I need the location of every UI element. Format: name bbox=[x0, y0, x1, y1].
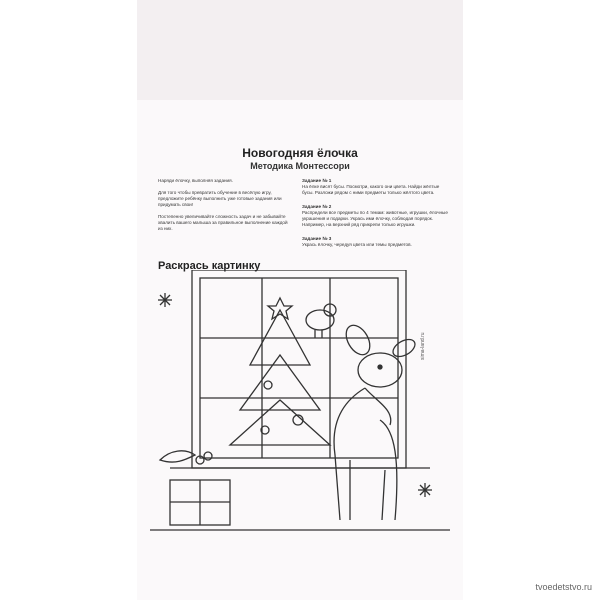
task-text: Укрась ёлочку, чередуя цвета или темы предметов. bbox=[302, 242, 412, 247]
task-text: На ёлке висят бусы. Посмотри, какого они цвета. Найди жёлтые бусы. Разложи рядом с ними предметы только жёлтого цвета. bbox=[302, 184, 440, 195]
intro-text bbox=[158, 178, 288, 238]
intro-paragraph: Постепенно увеличивайте сложность задач и не забывайте хвалить вашего малыша за правильное выполнение каждой из них. bbox=[158, 214, 288, 231]
christmas-tree bbox=[230, 298, 330, 445]
coloring-title: Раскрась картинку bbox=[158, 260, 261, 272]
watermark: tvoedetstvo.ru bbox=[535, 582, 592, 592]
coloring-illustration bbox=[150, 270, 450, 560]
sheet-subtitle: Методика Монтессори bbox=[250, 161, 350, 171]
intro-paragraph: Наряди ёлочку, выполняя задания. bbox=[158, 178, 233, 183]
task-text: Распредели все предметы по 4 темам: животные, игрушки, ёлочные украшения и подарки. Укрась ими ёлочку, соблюдая порядок. Например, на верхний ряд прикрепи только игрушки. bbox=[302, 210, 448, 227]
gift-box bbox=[170, 480, 230, 525]
deer bbox=[334, 321, 418, 520]
sheet-title: Новогодняя ёлочка bbox=[242, 146, 358, 160]
holly-leaf bbox=[160, 451, 195, 462]
tasks-list bbox=[302, 178, 452, 256]
intro-paragraph: Для того чтобы превратить обучение в весёлую игру, предложите ребёнку выполнить уже готовые задания или придумать свои! bbox=[158, 190, 282, 207]
header-strip bbox=[137, 0, 463, 100]
snowflake-icon bbox=[158, 293, 172, 307]
task-title: Задание № 2 bbox=[302, 204, 332, 209]
brand-vertical-text: sima-land.ru bbox=[420, 332, 426, 360]
task-title: Задание № 3 bbox=[302, 236, 332, 241]
holly-berry bbox=[204, 452, 212, 460]
task-title: Задание № 1 bbox=[302, 178, 332, 183]
snowflake-icon bbox=[418, 483, 432, 497]
window-frame bbox=[192, 270, 406, 468]
window-inner-frame bbox=[200, 278, 398, 458]
bird bbox=[306, 304, 336, 338]
